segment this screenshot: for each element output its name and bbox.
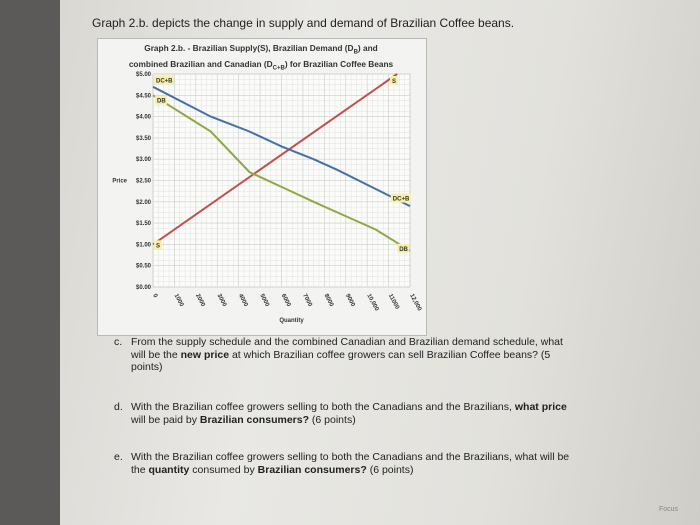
x-tick-label: 2000 <box>194 293 206 308</box>
chart-title-line1-sub: B <box>353 49 358 56</box>
y-tick-label: $4.50 <box>135 93 151 100</box>
y-axis-label: Price <box>112 178 127 185</box>
question-e <box>114 451 614 479</box>
x-tick-label: 8000 <box>322 293 335 308</box>
series-label-dcb-end: DC+B <box>392 196 410 203</box>
x-tick-label: 10,000 <box>365 293 380 313</box>
question-line <box>131 414 567 427</box>
focus-button[interactable] <box>659 506 678 513</box>
question-line <box>131 349 563 362</box>
text-run: From the supply schedule and the combined Canadian and Brazilian demand schedule, what <box>131 336 563 348</box>
chart-title-line2-a: combined Brazilian and Canadian (D <box>128 58 273 69</box>
x-tick-label: 0 <box>151 293 159 299</box>
x-tick-label: 6000 <box>279 293 292 308</box>
question-letter: e. <box>114 451 123 463</box>
text-run: the <box>131 463 149 476</box>
text-run: consumed by <box>189 463 258 476</box>
chart-title-line2-sub: C+B <box>272 65 285 72</box>
question-text <box>131 451 569 476</box>
x-axis-label: Quantity <box>279 318 304 324</box>
chart-title-line1-b: ) and <box>357 43 378 53</box>
question-line <box>131 336 563 349</box>
text-run: With the Brazilian coffee growers selling to both the Canadians and the Brazilians, what will be <box>131 451 570 463</box>
y-tick-label: $2.00 <box>135 199 151 206</box>
y-tick-label: $5.00 <box>135 72 151 78</box>
bold-text: new price <box>180 348 230 361</box>
question-line <box>131 361 563 374</box>
series-label-dcb-start: DC+B <box>156 78 173 85</box>
y-tick-label: $1.50 <box>135 221 151 228</box>
question-line <box>131 401 567 414</box>
bold-text: what price <box>514 401 567 413</box>
focus-label: Focus <box>658 506 678 513</box>
x-tick-label: 7000 <box>301 293 313 308</box>
question-c <box>114 336 614 376</box>
question-letter: c. <box>114 336 123 348</box>
x-tick-label: 11000 <box>386 293 400 311</box>
question-line <box>131 464 569 477</box>
y-tick-label: $0.00 <box>135 285 151 291</box>
text-run: With the Brazilian coffee growers selling to both the Canadians and the Brazilians, <box>131 401 515 413</box>
bold-text: quantity <box>148 463 190 476</box>
intro-text: Graph 2.b. depicts the change in supply and demand of Brazilian Coffee beans. <box>92 16 515 30</box>
x-tick-label: 12,000 <box>408 293 423 313</box>
chart-title-line2-b: ) for Brazilian Coffee Beans <box>284 58 394 69</box>
x-tick-label: 1000 <box>172 293 185 308</box>
text-run: will be paid by <box>131 413 200 426</box>
question-text <box>131 401 567 426</box>
text-run: points) <box>131 361 163 373</box>
series-label-s-start: S <box>156 243 161 250</box>
question-letter: d. <box>114 401 123 413</box>
x-tick-label: 9000 <box>343 293 356 308</box>
text-run: will be the <box>131 348 181 361</box>
question-text <box>131 336 563 374</box>
question-line <box>131 451 569 464</box>
chart-title-line1-a: Graph 2.b. - Brazilian Supply(S), Brazilian Demand (D <box>144 43 354 53</box>
bold-text: Brazilian consumers? <box>199 413 309 426</box>
x-tick-label: 3000 <box>215 293 228 308</box>
y-tick-label: $0.50 <box>135 263 151 270</box>
y-tick-label: $3.50 <box>135 135 151 142</box>
series-label-db-end: DB <box>399 246 408 253</box>
y-tick-label: $4.00 <box>135 114 151 121</box>
text-run: (6 points) <box>309 413 356 426</box>
text-run: at which Brazilian coffee growers can sell Brazilian Coffee beans? (5 <box>229 348 551 361</box>
y-tick-label: $2.50 <box>135 178 151 185</box>
bold-text: Brazilian consumers? <box>257 463 367 476</box>
series-label-s-end: S <box>392 79 397 85</box>
x-tick-label: 5000 <box>258 293 270 308</box>
supply-demand-chart <box>97 38 425 334</box>
y-tick-label: $1.00 <box>135 242 151 249</box>
x-tick-label: 4000 <box>236 293 249 308</box>
y-tick-label: $3.00 <box>135 157 151 164</box>
question-d <box>114 401 614 429</box>
text-run: (6 points) <box>366 463 414 476</box>
series-label-db-start: DB <box>157 98 166 105</box>
